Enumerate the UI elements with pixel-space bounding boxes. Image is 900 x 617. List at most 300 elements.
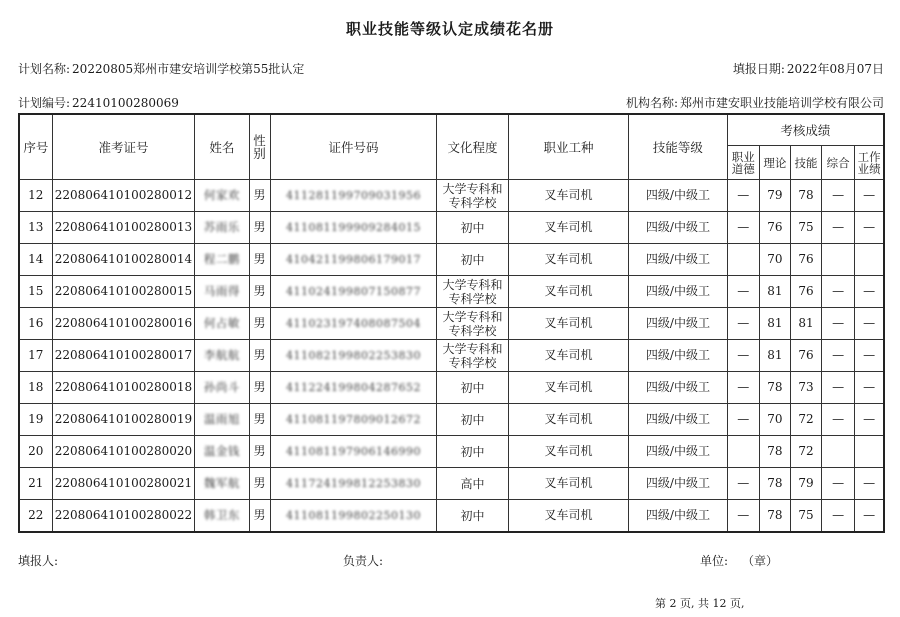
- header-row-1: [19, 114, 884, 146]
- cell-level: [629, 404, 727, 436]
- table-row: [19, 340, 884, 372]
- cell-theory: [759, 244, 790, 276]
- cell-education: [437, 340, 508, 372]
- cell-level-text: 四级/中级工: [645, 188, 710, 202]
- cell-exam-no: [52, 180, 195, 212]
- fill-date-value: 2022年08月07日: [786, 62, 884, 76]
- cell-skill-text: 72: [798, 412, 814, 426]
- cell-exam-no: [52, 404, 195, 436]
- cell-name-text: 韩卫东: [203, 508, 240, 522]
- cell-education: [437, 468, 508, 500]
- cell-id-no: [270, 340, 437, 372]
- cell-level-text: 四级/中级工: [645, 412, 710, 426]
- cell-exam-no: [52, 212, 195, 244]
- cell-job: [508, 212, 629, 244]
- cell-professional-ethics: [727, 180, 759, 212]
- cell-gender: [249, 404, 270, 436]
- cell-education-text: 大学专科和专科学校: [442, 277, 503, 306]
- cell-seq: [19, 404, 52, 436]
- cell-name-text: 魏军航: [203, 476, 240, 490]
- cell-exam-no: [52, 436, 195, 468]
- cell-name: [195, 372, 249, 404]
- cell-job: [508, 308, 629, 340]
- cell-theory: [759, 308, 790, 340]
- page-info: 第 2 页, 共 12 页,: [655, 597, 745, 610]
- header-theory: 理论: [759, 146, 790, 180]
- cell-theory: [759, 404, 790, 436]
- cell-exam-no-text: 220806410100280014: [54, 252, 193, 266]
- cell-comprehensive-text: —: [832, 348, 845, 362]
- cell-education-text: 初中: [460, 252, 485, 267]
- cell-name: [195, 340, 249, 372]
- cell-theory-text: 70: [767, 412, 783, 426]
- cell-job: [508, 500, 629, 533]
- cell-name-text: 孙尚斗: [203, 380, 240, 394]
- cell-comprehensive: [822, 244, 855, 276]
- plan-number-value: 22410100280069: [72, 96, 179, 110]
- cell-comprehensive-text: —: [832, 508, 845, 522]
- cell-education: [437, 180, 508, 212]
- cell-professional-ethics-text: —: [737, 508, 750, 522]
- cell-skill: [790, 308, 821, 340]
- cell-exam-no: [52, 468, 195, 500]
- cell-id-no-text: 411224199804287652: [285, 381, 421, 394]
- cell-gender: [249, 212, 270, 244]
- cell-education-text: 大学专科和专科学校: [442, 341, 503, 370]
- cell-level-text: 四级/中级工: [645, 348, 710, 362]
- header-comprehensive: 综合: [822, 146, 855, 180]
- cell-skill: [790, 372, 821, 404]
- header-name: 姓名: [195, 114, 249, 180]
- cell-work-performance-text: —: [863, 508, 876, 522]
- cell-professional-ethics-text: —: [737, 412, 750, 426]
- cell-professional-ethics-text: —: [737, 220, 750, 234]
- cell-seq: [19, 308, 52, 340]
- cell-name: [195, 500, 249, 533]
- cell-level-text: 四级/中级工: [645, 220, 710, 234]
- cell-gender: [249, 500, 270, 533]
- cell-work-performance: [855, 308, 884, 340]
- cell-work-performance: [855, 244, 884, 276]
- table-row: [19, 468, 884, 500]
- cell-skill: [790, 276, 821, 308]
- cell-seq: [19, 372, 52, 404]
- cell-theory-text: 81: [767, 348, 783, 362]
- cell-job-text: 叉车司机: [544, 476, 593, 490]
- cell-skill-text: 79: [798, 476, 814, 490]
- cell-gender-text: 男: [253, 316, 266, 330]
- cell-professional-ethics-text: —: [737, 348, 750, 362]
- cell-comprehensive: [822, 276, 855, 308]
- cell-theory: [759, 372, 790, 404]
- cell-skill: [790, 500, 821, 533]
- cell-work-performance-text: —: [863, 412, 876, 426]
- cell-theory-text: 78: [767, 476, 783, 490]
- cell-level: [629, 500, 727, 533]
- cell-work-performance: [855, 436, 884, 468]
- cell-gender-text: 男: [253, 348, 266, 362]
- cell-theory-text: 70: [767, 252, 783, 266]
- unit-label: 单位:: [700, 554, 729, 568]
- filler-label: 填报人:: [18, 554, 59, 568]
- cell-education-text: 初中: [460, 380, 485, 395]
- cell-professional-ethics: [727, 340, 759, 372]
- cell-level: [629, 340, 727, 372]
- cell-name: [195, 244, 249, 276]
- cell-job-text: 叉车司机: [544, 444, 593, 458]
- cell-gender-text: 男: [253, 412, 266, 426]
- cell-skill: [790, 436, 821, 468]
- cell-work-performance: [855, 468, 884, 500]
- cell-gender-text: 男: [253, 476, 266, 490]
- cell-seq-text: 15: [28, 284, 44, 298]
- cell-comprehensive-text: —: [832, 476, 845, 490]
- cell-exam-no: [52, 308, 195, 340]
- cell-professional-ethics: [727, 372, 759, 404]
- cell-seq-text: 22: [28, 508, 44, 522]
- cell-education-text: 大学专科和专科学校: [442, 309, 503, 338]
- responsible-label: 负责人:: [343, 554, 384, 568]
- cell-gender: [249, 180, 270, 212]
- cell-skill: [790, 212, 821, 244]
- table-row: [19, 372, 884, 404]
- cell-id-no-text: 411024199807150877: [285, 285, 421, 298]
- cell-work-performance: [855, 180, 884, 212]
- cell-id-no: [270, 404, 437, 436]
- cell-id-no: [270, 180, 437, 212]
- cell-seq: [19, 180, 52, 212]
- cell-name-text: 温雨旭: [203, 412, 240, 426]
- cell-theory: [759, 436, 790, 468]
- cell-seq-text: 17: [28, 348, 44, 362]
- cell-comprehensive-text: —: [832, 284, 845, 298]
- cell-job-text: 叉车司机: [544, 284, 593, 298]
- cell-job-text: 叉车司机: [544, 220, 593, 234]
- cell-theory: [759, 212, 790, 244]
- cell-comprehensive: [822, 308, 855, 340]
- cell-exam-no-text: 220806410100280020: [54, 444, 193, 458]
- plan-number-label: 计划编号:: [18, 96, 71, 110]
- cell-education-text: 高中: [460, 476, 485, 491]
- cell-skill-text: 78: [798, 188, 814, 202]
- cell-skill-text: 76: [798, 348, 814, 362]
- cell-name: [195, 212, 249, 244]
- cell-comprehensive: [822, 436, 855, 468]
- cell-seq-text: 20: [28, 444, 44, 458]
- cell-id-no-text: 411081197809012672: [285, 413, 421, 426]
- cell-comprehensive-text: —: [832, 412, 845, 426]
- cell-work-performance: [855, 500, 884, 533]
- cell-skill-text: 76: [798, 284, 814, 298]
- cell-level: [629, 212, 727, 244]
- cell-work-performance: [855, 276, 884, 308]
- cell-gender-text: 男: [253, 380, 266, 394]
- cell-name: [195, 436, 249, 468]
- cell-gender-text: 男: [253, 188, 266, 202]
- cell-theory-text: 76: [767, 220, 783, 234]
- cell-id-no: [270, 212, 437, 244]
- cell-skill: [790, 340, 821, 372]
- cell-seq: [19, 436, 52, 468]
- cell-id-no: [270, 276, 437, 308]
- cell-theory-text: 81: [767, 284, 783, 298]
- cell-exam-no: [52, 276, 195, 308]
- cell-id-no-text: 411082199802253830: [285, 349, 421, 362]
- cell-level: [629, 372, 727, 404]
- cell-gender-text: 男: [253, 220, 266, 234]
- cell-exam-no-text: 220806410100280018: [54, 380, 193, 394]
- cell-skill-text: 76: [798, 252, 814, 266]
- cell-professional-ethics-text: —: [737, 284, 750, 298]
- cell-theory-text: 78: [767, 508, 783, 522]
- cell-job: [508, 372, 629, 404]
- cell-comprehensive-text: —: [832, 188, 845, 202]
- cell-job: [508, 404, 629, 436]
- table-row: [19, 500, 884, 533]
- cell-job: [508, 276, 629, 308]
- plan-name: [18, 60, 304, 77]
- seal-text: （章）: [742, 554, 779, 568]
- cell-comprehensive: [822, 340, 855, 372]
- plan-name-label: 计划名称:: [18, 62, 71, 76]
- cell-work-performance-text: —: [863, 284, 876, 298]
- cell-exam-no-text: 220806410100280012: [54, 188, 193, 202]
- cell-education: [437, 500, 508, 533]
- cell-level-text: 四级/中级工: [645, 316, 710, 330]
- cell-name-text: 马雨得: [203, 284, 240, 298]
- table-row: [19, 276, 884, 308]
- cell-work-performance: [855, 212, 884, 244]
- cell-exam-no-text: 220806410100280019: [54, 412, 193, 426]
- cell-gender: [249, 436, 270, 468]
- header-job: 职业工种: [508, 114, 629, 180]
- cell-work-performance-text: —: [863, 380, 876, 394]
- cell-work-performance-text: —: [863, 348, 876, 362]
- cell-id-no-text: 411081197906146990: [285, 445, 421, 458]
- cell-id-no: [270, 436, 437, 468]
- cell-comprehensive-text: —: [832, 316, 845, 330]
- cell-level-text: 四级/中级工: [645, 284, 710, 298]
- cell-theory-text: 78: [767, 380, 783, 394]
- cell-job: [508, 340, 629, 372]
- cell-level-text: 四级/中级工: [645, 252, 710, 266]
- cell-education: [437, 276, 508, 308]
- cell-seq: [19, 340, 52, 372]
- cell-professional-ethics: [727, 404, 759, 436]
- org-name-label: 机构名称:: [625, 96, 678, 110]
- cell-job-text: 叉车司机: [544, 188, 593, 202]
- cell-seq-text: 19: [28, 412, 44, 426]
- header-education: 文化程度: [437, 114, 508, 180]
- table-row: [19, 244, 884, 276]
- cell-theory-text: 81: [767, 316, 783, 330]
- cell-professional-ethics-text: —: [737, 380, 750, 394]
- cell-professional-ethics-text: —: [737, 188, 750, 202]
- cell-theory: [759, 180, 790, 212]
- cell-exam-no-text: 220806410100280021: [54, 476, 193, 490]
- header-skill: 技能: [790, 146, 821, 180]
- header-gender: 性别: [249, 114, 270, 180]
- roster-body: [19, 180, 884, 533]
- cell-seq-text: 12: [28, 188, 44, 202]
- document-title: 职业技能等级认定成绩花名册: [345, 20, 554, 38]
- fill-date: [733, 60, 884, 77]
- cell-job-text: 叉车司机: [544, 316, 593, 330]
- cell-seq: [19, 244, 52, 276]
- fill-date-label: 填报日期:: [732, 62, 785, 76]
- cell-exam-no: [52, 244, 195, 276]
- cell-level-text: 四级/中级工: [645, 444, 710, 458]
- cell-name-text: 李航航: [203, 348, 240, 362]
- cell-seq: [19, 500, 52, 533]
- header-exam-no: 准考证号: [52, 114, 195, 180]
- cell-level-text: 四级/中级工: [645, 380, 710, 394]
- cell-theory: [759, 468, 790, 500]
- cell-id-no-text: 411081199909284015: [285, 221, 421, 234]
- cell-exam-no-text: 220806410100280017: [54, 348, 193, 362]
- cell-work-performance-text: —: [863, 476, 876, 490]
- cell-name: [195, 308, 249, 340]
- cell-id-no-text: 411081199802250130: [285, 509, 421, 522]
- cell-professional-ethics: [727, 436, 759, 468]
- header-work-performance: 工作业绩: [855, 146, 884, 180]
- cell-skill: [790, 468, 821, 500]
- cell-name-text: 苏雨乐: [203, 220, 240, 234]
- cell-name: [195, 276, 249, 308]
- cell-name-text: 温金钱: [203, 444, 240, 458]
- cell-education-text: 初中: [460, 412, 485, 427]
- cell-professional-ethics: [727, 468, 759, 500]
- cell-skill: [790, 244, 821, 276]
- cell-seq-text: 14: [28, 252, 44, 266]
- cell-level: [629, 244, 727, 276]
- org-name: [626, 94, 884, 111]
- cell-exam-no-text: 220806410100280016: [54, 316, 193, 330]
- cell-education: [437, 436, 508, 468]
- cell-theory: [759, 276, 790, 308]
- cell-skill: [790, 180, 821, 212]
- cell-theory-text: 78: [767, 444, 783, 458]
- cell-id-no: [270, 372, 437, 404]
- cell-education: [437, 212, 508, 244]
- cell-level: [629, 308, 727, 340]
- cell-exam-no-text: 220806410100280022: [54, 508, 193, 522]
- cell-work-performance: [855, 340, 884, 372]
- cell-skill-text: 81: [798, 316, 814, 330]
- cell-job-text: 叉车司机: [544, 348, 593, 362]
- cell-seq: [19, 276, 52, 308]
- cell-exam-no: [52, 340, 195, 372]
- cell-gender: [249, 372, 270, 404]
- cell-education: [437, 404, 508, 436]
- cell-comprehensive: [822, 404, 855, 436]
- plan-number: [18, 94, 179, 111]
- unit-field: [700, 552, 778, 569]
- cell-theory: [759, 340, 790, 372]
- cell-professional-ethics-text: —: [737, 316, 750, 330]
- cell-skill-text: 72: [798, 444, 814, 458]
- cell-professional-ethics: [727, 212, 759, 244]
- cell-comprehensive-text: —: [832, 220, 845, 234]
- cell-job-text: 叉车司机: [544, 412, 593, 426]
- header-level: 技能等级: [629, 114, 727, 180]
- cell-job: [508, 244, 629, 276]
- cell-comprehensive: [822, 212, 855, 244]
- cell-skill-text: 75: [798, 220, 814, 234]
- cell-name-text: 何占敏: [203, 316, 240, 330]
- cell-level: [629, 436, 727, 468]
- cell-professional-ethics: [727, 244, 759, 276]
- cell-name: [195, 404, 249, 436]
- cell-work-performance: [855, 372, 884, 404]
- cell-gender: [249, 244, 270, 276]
- cell-seq-text: 18: [28, 380, 44, 394]
- plan-name-value: 20220805郑州市建安培训学校第55批认定: [72, 62, 305, 76]
- cell-comprehensive: [822, 500, 855, 533]
- cell-theory-text: 79: [767, 188, 783, 202]
- cell-gender-text: 男: [253, 508, 266, 522]
- cell-level: [629, 180, 727, 212]
- cell-work-performance-text: —: [863, 220, 876, 234]
- table-row: [19, 308, 884, 340]
- cell-job-text: 叉车司机: [544, 508, 593, 522]
- cell-work-performance-text: —: [863, 188, 876, 202]
- cell-exam-no-text: 220806410100280013: [54, 220, 193, 234]
- cell-skill-text: 73: [798, 380, 814, 394]
- cell-comprehensive-text: —: [832, 380, 845, 394]
- cell-seq: [19, 212, 52, 244]
- cell-name: [195, 180, 249, 212]
- cell-seq: [19, 468, 52, 500]
- cell-professional-ethics: [727, 500, 759, 533]
- cell-seq-text: 21: [28, 476, 44, 490]
- cell-education-text: 初中: [460, 220, 485, 235]
- cell-education-text: 初中: [460, 444, 485, 459]
- cell-level-text: 四级/中级工: [645, 476, 710, 490]
- cell-exam-no-text: 220806410100280015: [54, 284, 193, 298]
- table-row: [19, 436, 884, 468]
- cell-comprehensive: [822, 180, 855, 212]
- cell-professional-ethics: [727, 308, 759, 340]
- cell-education-text: 大学专科和专科学校: [442, 181, 503, 210]
- cell-education: [437, 244, 508, 276]
- cell-work-performance: [855, 404, 884, 436]
- cell-id-no-text: 411023197408087504: [285, 317, 421, 330]
- cell-theory: [759, 500, 790, 533]
- cell-name: [195, 468, 249, 500]
- cell-skill: [790, 404, 821, 436]
- cell-gender-text: 男: [253, 284, 266, 298]
- cell-id-no-text: 410421199806179017: [285, 253, 421, 266]
- cell-job: [508, 436, 629, 468]
- cell-seq-text: 16: [28, 316, 44, 330]
- cell-level: [629, 276, 727, 308]
- cell-gender-text: 男: [253, 444, 266, 458]
- header-id-no: 证件号码: [270, 114, 437, 180]
- cell-comprehensive: [822, 468, 855, 500]
- score-roster-table: [18, 113, 885, 533]
- cell-professional-ethics-text: —: [737, 476, 750, 490]
- cell-name-text: 程二鹏: [203, 252, 240, 266]
- org-name-value: 郑州市建安职业技能培训学校有限公司: [679, 96, 884, 110]
- cell-job: [508, 468, 629, 500]
- cell-gender-text: 男: [253, 252, 266, 266]
- cell-education: [437, 372, 508, 404]
- cell-exam-no: [52, 372, 195, 404]
- cell-education-text: 初中: [460, 508, 485, 523]
- cell-id-no: [270, 500, 437, 533]
- cell-id-no: [270, 308, 437, 340]
